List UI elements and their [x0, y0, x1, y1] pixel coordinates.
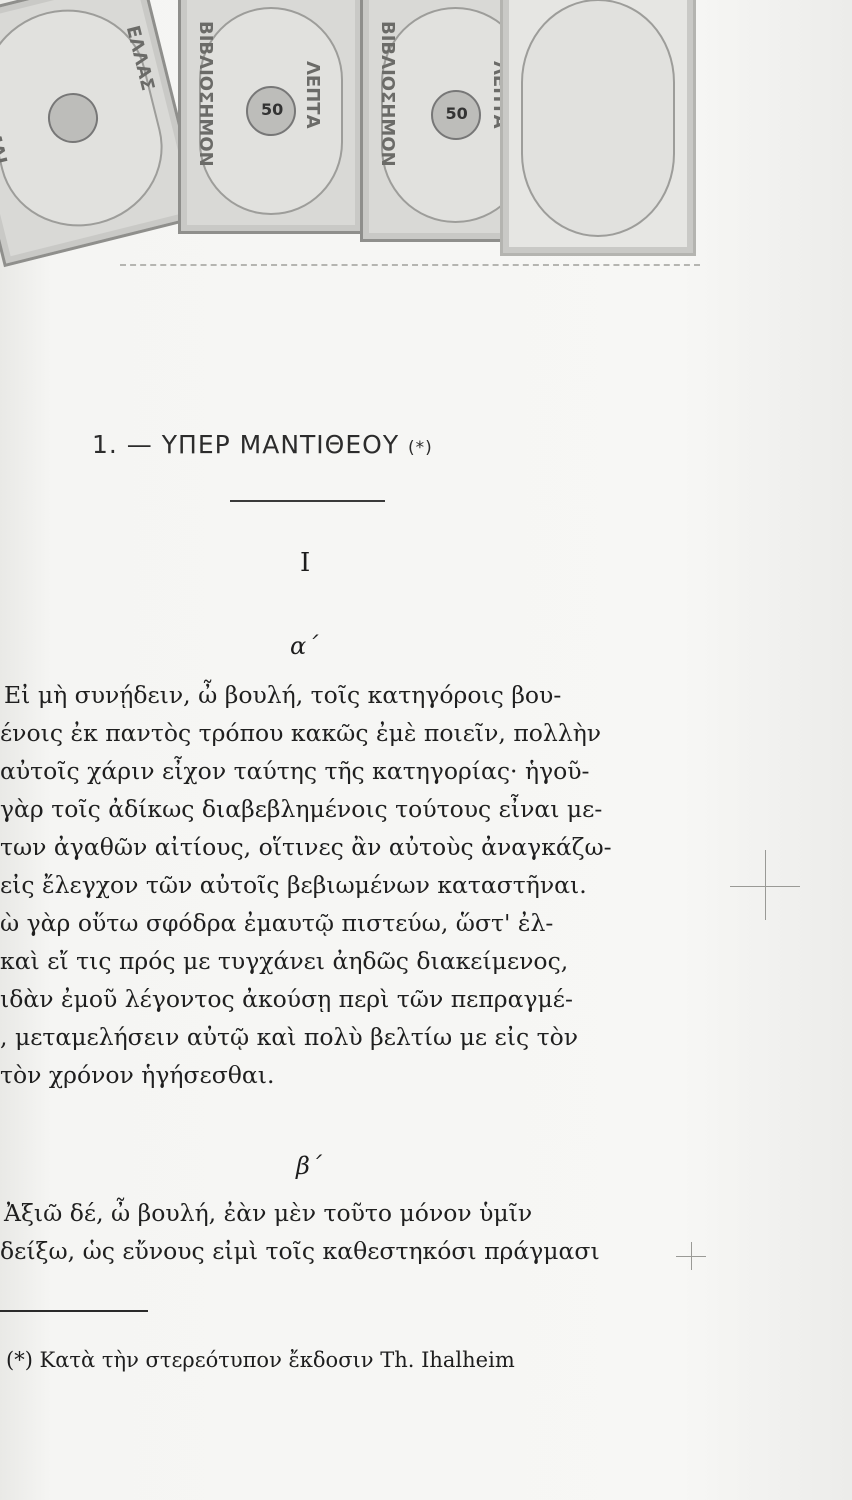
stamp-value-circle — [431, 90, 481, 140]
footnote: (*) Κατὰ τὴν στερεότυπον ἔκδοσιν Th. Ihalheim — [6, 1348, 515, 1372]
stamp-value-label: ΛΕΠΤΑ — [302, 61, 323, 129]
body-line: τὸν χρόνον ἡγήσεσθαι. — [0, 1061, 275, 1089]
paragraph-mark-a: α΄ — [290, 632, 319, 660]
body-line: αὐτοῖς χάριν εἶχον ταύτης τῆς κατηγορίας· ἡγοῦ- — [0, 757, 590, 785]
revenue-stamps — [0, 0, 700, 265]
body-line: εἰς ἔλεγχον τῶν αὐτοῖς βεβιωμένων καταστῆναι. — [0, 871, 587, 899]
body-line: ένοις ἐκ παντὸς τρόπου κακῶς ἐμὲ ποιεῖν, πολλὴν — [0, 719, 602, 747]
revenue-stamp-hellas — [0, 0, 204, 267]
body-line: των ἀγαθῶν αἰτίους, οἵτινες ἂν αὐτοὺς ἀναγκάζω- — [0, 833, 612, 861]
revenue-stamp-faded — [500, 0, 696, 256]
registration-mark — [691, 1242, 692, 1270]
stamp-title: ΒΙΒΛΙΟΣΗΜΟΝ — [377, 21, 398, 167]
body-line: δείξω, ὡς εὔνους εἰμὶ τοῖς καθεστηκόσι πράγμασι — [0, 1237, 600, 1265]
stamp-value: 50 — [445, 104, 468, 123]
footnote-rule — [0, 1310, 148, 1312]
heading-number: 1. — — [92, 430, 153, 459]
body-line: καὶ εἴ τις πρός με τυγχάνει ἀηδῶς διακείμενος, — [0, 947, 569, 975]
page-title — [92, 430, 433, 459]
body-line: Ἀξιῶ δέ, ὦ βουλή, ἐὰν μὲν τοῦτο μόνον ὑμῖν — [4, 1199, 533, 1227]
section-numeral: I — [300, 548, 311, 578]
body-line: , μεταμελήσειν αὐτῷ καὶ πολὺ βελτίω με εἰς τὸν — [0, 1023, 579, 1051]
stamp-perforation — [120, 236, 700, 266]
body-line: Εἰ μὴ συνῄδειν, ὦ βουλή, τοῖς κατηγόροις βου- — [4, 681, 562, 709]
body-line: γὰρ τοῖς ἀδίκως διαβεβλημένοις τούτους εἶναι με- — [0, 795, 603, 823]
heading-title: ΥΠΕΡ ΜΑΝΤΙΘΕΟΥ — [161, 430, 400, 459]
revenue-stamp-biblioshmon-1 — [178, 0, 364, 234]
heading-footnote-ref: (*) — [408, 438, 433, 458]
title-rule — [230, 500, 385, 502]
body-line: ιδὰν ἐμοῦ λέγοντος ἀκούσῃ περὶ τῶν πεπραγμέ- — [0, 985, 573, 1013]
stamp-oval — [521, 0, 675, 237]
registration-mark — [765, 850, 766, 920]
stamp-country-label: ΕΛΛΑΣ — [121, 23, 159, 93]
stamp-title: ΒΙΒΛΙΟΣΗΜΟΝ — [195, 21, 216, 167]
paragraph-mark-b: β΄ — [296, 1152, 322, 1180]
stamp-value-circle — [246, 86, 296, 136]
body-line: ὼ γὰρ οὕτω σφόδρα ἐμαυτῷ πιστεύω, ὥστ' ἐλ- — [0, 909, 554, 937]
stamp-value: 50 — [261, 100, 284, 119]
